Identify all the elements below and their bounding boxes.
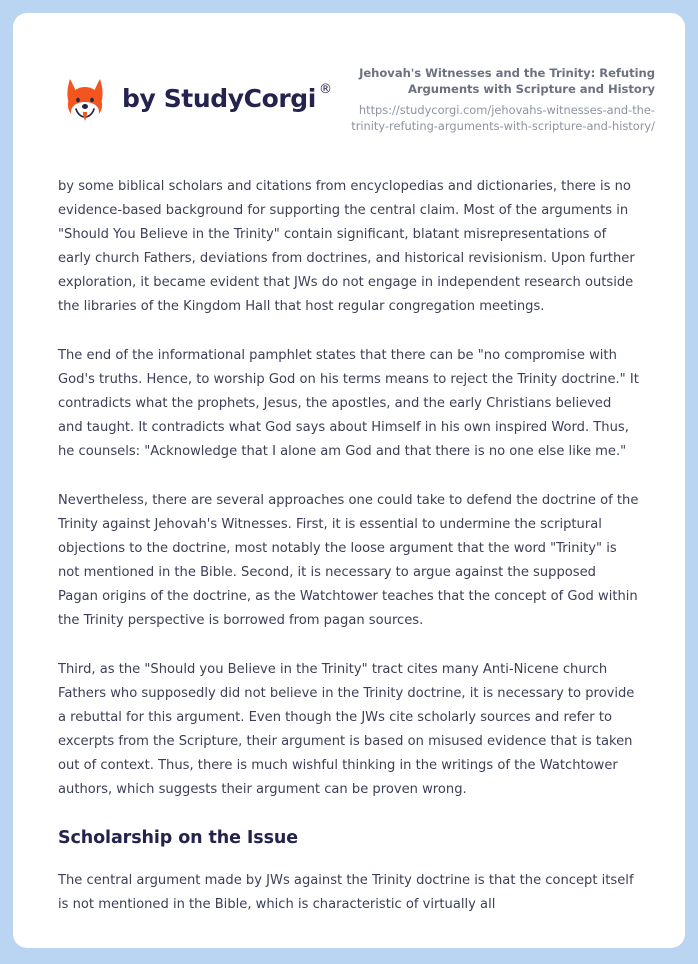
document-page [13, 13, 685, 948]
brand-wordmark [122, 81, 332, 113]
brand-wordmark-text: by StudyCorgi [122, 83, 316, 113]
body-paragraph: Third, as the "Should you Believe in the Trinity" tract cites many Anti-Nicene church Fathers who supposedly did not believe in the Trinity doctrine, it is necessary to provide a rebuttal for this argument. Even though the JWs cite scholarly sources and refer to excerpts from the Scripture, their argument is based on misused evidence that is taken out of context. Thus, there is much wishful thinking in the writings of the Watchtower authors, which suggests their argument can be proven wrong. [58, 661, 635, 797]
registered-trademark-icon: ® [318, 81, 332, 97]
document-header [13, 13, 685, 135]
page-title: Jehovah's Witnesses and the Trinity: Refuting Arguments with Scripture and History [359, 66, 655, 97]
page-url[interactable]: https://studycorgi.com/jehovahs-witnesses-and-the-trinity-refuting-arguments-with-scripture-and-history/ [351, 102, 655, 134]
body-paragraph: The end of the informational pamphlet states that there can be "no compromise with God's truths. Hence, to worship God on his terms means to reject the Trinity doctrine." It contradicts what the prophets, Jesus, the apostles, and the early Christians believed and taught. It contradicts what God says about Himself in his own inspired Word. Thus, he counsels: "Acknowledge that I alone am God and that there is no one else like me." [58, 347, 639, 459]
studycorgi-brand [60, 61, 332, 123]
body-paragraph: by some biblical scholars and citations from encyclopedias and dictionaries, there is no evidence-based background for supporting the central claim. Most of the arguments in "Should You Believe in the Trinity" contain significant, blatant misrepresentations of early church Fathers, deviations from doctrines, and historical revisionism. Upon further exploration, it became evident that JWs do not engage in independent research outside the libraries of the Kingdom Hall that host regular congregation meetings. [58, 178, 635, 314]
body-paragraph: The central argument made by JWs against the Trinity doctrine is that the concept itself is not mentioned in the Bible, which is characteristic of virtually all [58, 872, 634, 912]
document-content [13, 135, 685, 917]
document-meta [332, 61, 655, 135]
section-heading: Scholarship on the Issue [58, 827, 299, 848]
body-paragraph: Nevertheless, there are several approaches one could take to defend the doctrine of the Trinity against Jehovah's Witnesses. First, it is essential to undermine the scriptural objections to the doctrine, most notably the loose argument that the word "Trinity" is not mentioned in the Bible. Second, it is necessary to argue against the supposed Pagan origins of the doctrine, as the Watchtower teaches that the concept of God within the Trinity perspective is borrowed from pagan sources. [58, 492, 639, 628]
corgi-face-icon [60, 73, 110, 123]
